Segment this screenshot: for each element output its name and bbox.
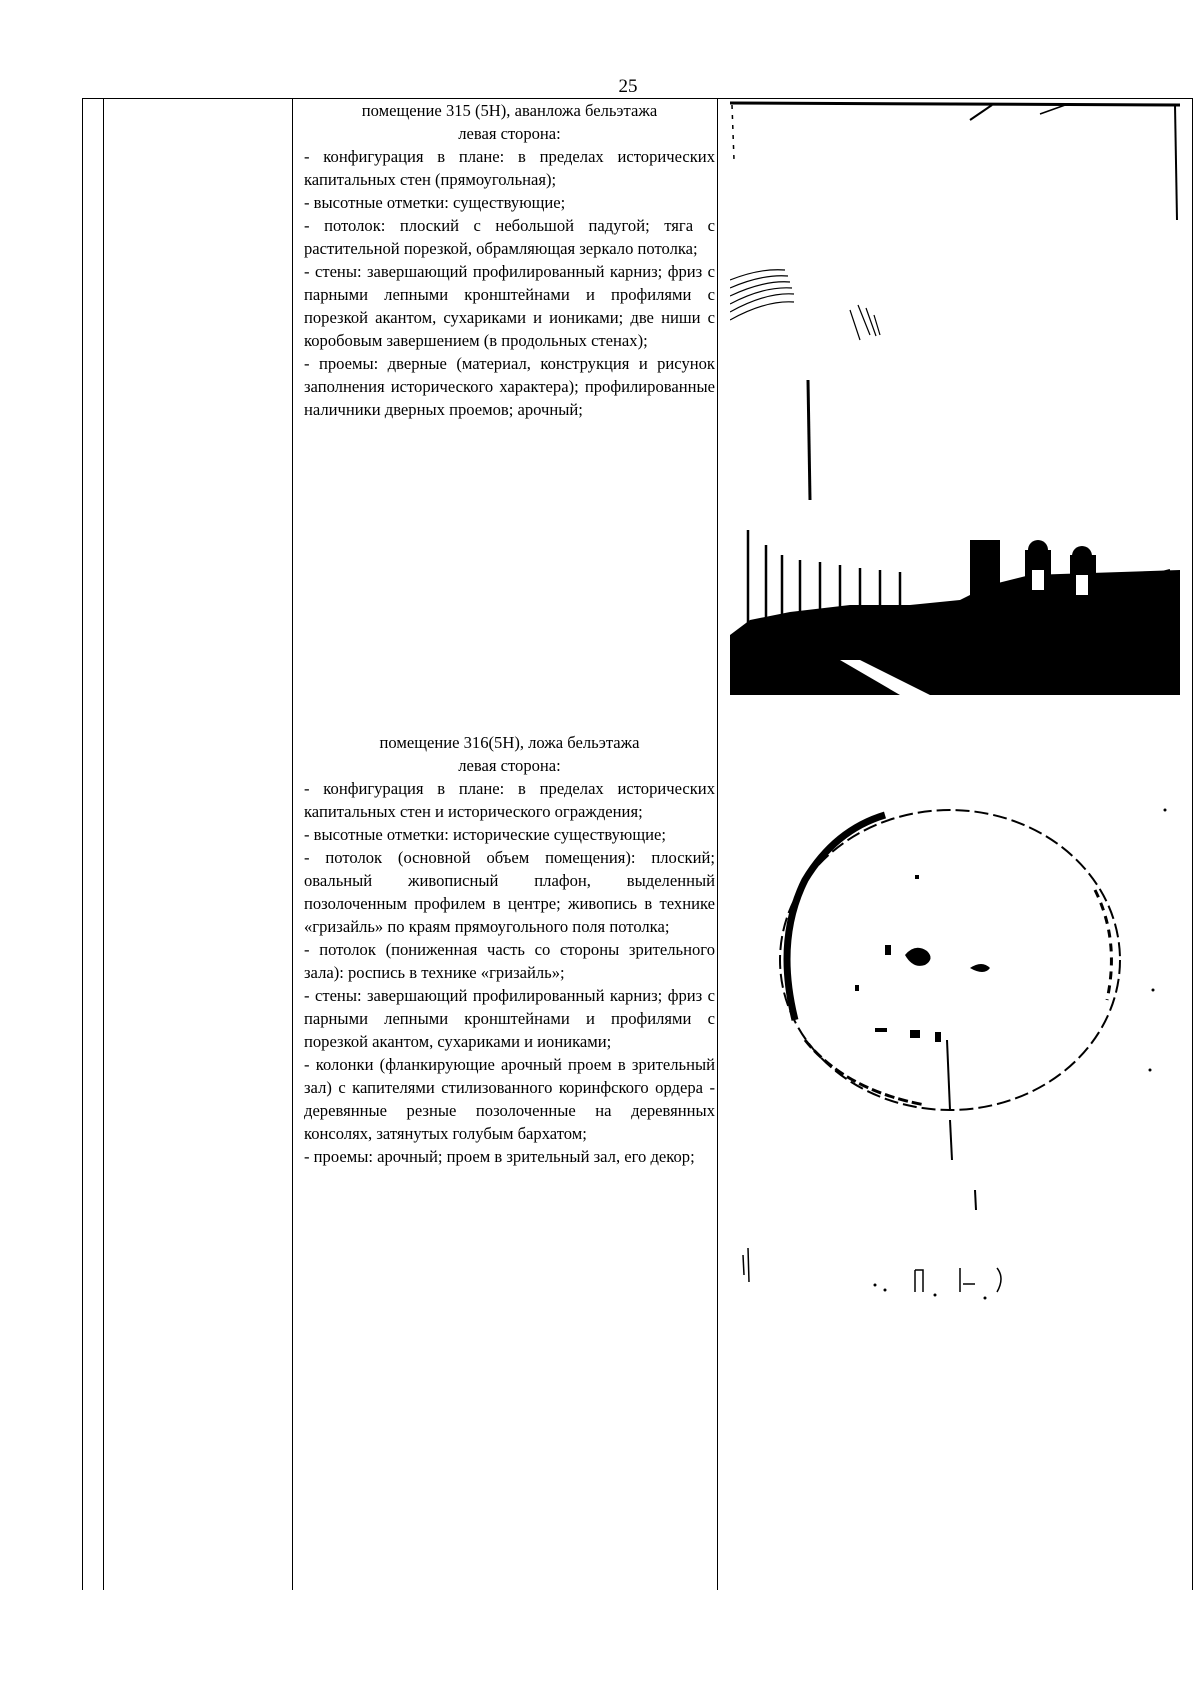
description-item: - высотные отметки: существующие; [304,193,566,212]
room-316-description [304,731,715,1168]
description-item: - конфигурация в плане: в пределах исторических капитальных стен и исторического ограждения; [304,779,715,821]
page-number: 25 [618,76,638,97]
room-subtitle: левая сторона: [458,124,561,143]
description-item: - потолок (пониженная часть со стороны зрительного зала): роспись в технике «гризайль»; [304,940,715,982]
room-316-photo [735,770,1175,1320]
room-315-description [304,99,715,421]
description-item: - конфигурация в плане: в пределах исторических капитальных стен (прямоугольная); [304,147,715,189]
room-315-photo [730,100,1180,695]
description-item: - потолок (основной объем помещения): плоский; овальный живописный плафон, выделенный позолоченным профилем в центре; живопись в технике «гризайль» по краям прямоугольного поля потолка; [304,848,715,936]
description-item: - стены: завершающий профилированный карниз; фриз с парными лепными кронштейнами и профилями с порезкой акантом, сухариками и иониками; [304,986,715,1051]
description-item: - проемы: арочный; проем в зрительный зал, его декор; [304,1147,695,1166]
table-border-left [82,98,83,1590]
room-title: помещение 315 (5Н), аванложа бельэтажа [361,101,658,120]
room-title: помещение 316(5Н), ложа бельэтажа [379,733,640,752]
room-subtitle: левая сторона: [458,756,561,775]
description-item: - колонки (фланкирующие арочный проем в зрительный зал) с капителями стилизованного коринфского ордера - деревянные резные позолоченные на деревянных консолях, затянутых голубым бархатом; [304,1055,715,1143]
table-border-right [1192,98,1193,1590]
table-column-divider-3 [717,98,718,1590]
description-item: - проемы: дверные (материал, конструкция и рисунок заполнения исторического характера); профилированные наличники дверных проемов; арочный; [304,354,715,419]
table-column-divider-1 [103,98,104,1590]
description-item: - стены: завершающий профилированный карниз; фриз с парными лепными кронштейнами и профилями с порезкой акантом, сухариками и иониками; две ниши с коробовым завершением (в продольных стенах); [304,262,715,350]
description-item: - высотные отметки: исторические существующие; [304,825,666,844]
description-item: - потолок: плоский с небольшой падугой; тяга с растительной порезкой, обрамляющая зеркало потолка; [304,216,715,258]
table-column-divider-2 [292,98,293,1590]
